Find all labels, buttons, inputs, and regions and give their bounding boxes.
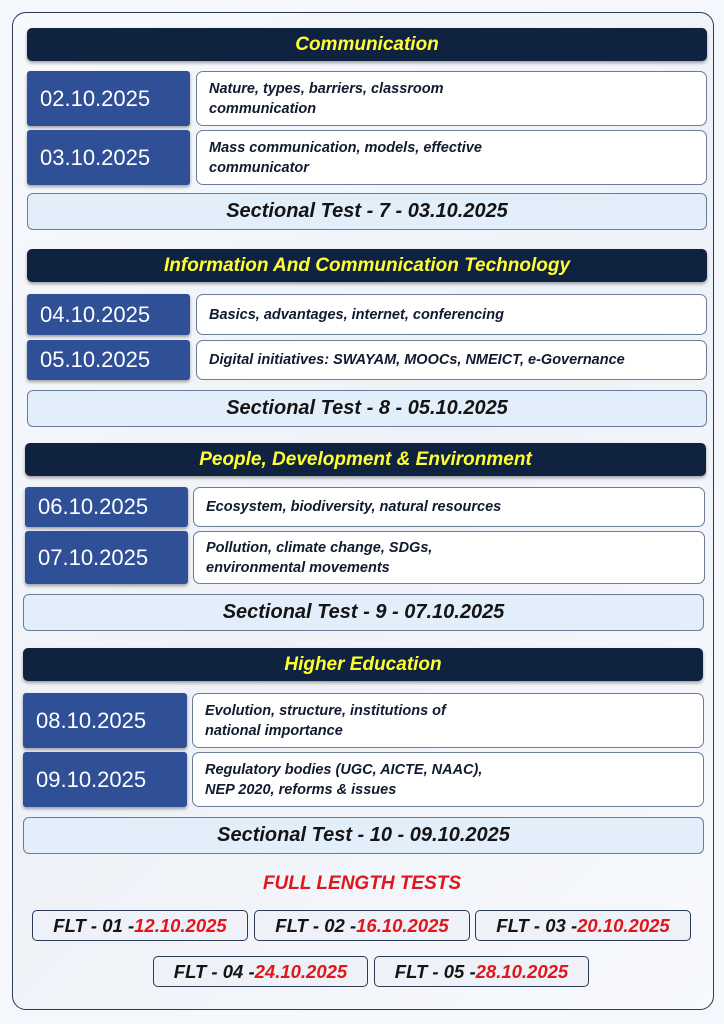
topic-box — [193, 487, 705, 527]
section-header-ict: Information And Communication Technology — [27, 249, 707, 282]
flt-date: 16.10.2025 — [356, 914, 449, 936]
topic-text: Pollution, climate change, SDGs, environmental movements — [206, 539, 433, 576]
flt-label: FLT - 03 - — [496, 914, 578, 936]
flt-badge — [153, 956, 368, 987]
sectional-test: Sectional Test - 8 - 05.10.2025 — [27, 390, 707, 427]
date-box: 07.10.2025 — [25, 531, 188, 584]
section-header-higher-education: Higher Education — [23, 648, 703, 681]
flt-date: 28.10.2025 — [475, 960, 569, 982]
date-box: 04.10.2025 — [27, 294, 190, 335]
topic-text: Basics, advantages, internet, conferencing — [209, 306, 504, 323]
date-box: 06.10.2025 — [25, 487, 188, 527]
flt-badge — [32, 910, 248, 941]
flt-date: 24.10.2025 — [254, 960, 348, 982]
flt-date: 12.10.2025 — [134, 914, 227, 936]
flt-label: FLT - 01 - — [53, 914, 135, 936]
sectional-test: Sectional Test - 7 - 03.10.2025 — [27, 193, 707, 230]
topic-text: Evolution, structure, institutions of national importance — [205, 702, 446, 739]
topic-box — [192, 752, 704, 807]
topic-box — [196, 340, 707, 380]
topic-box — [196, 71, 707, 126]
date-box: 09.10.2025 — [23, 752, 187, 807]
topic-box — [196, 294, 707, 335]
topic-text: Ecosystem, biodiversity, natural resources — [206, 499, 502, 515]
flt-badge — [374, 956, 589, 987]
topic-box — [192, 693, 704, 748]
flt-label: FLT - 04 - — [173, 960, 255, 982]
topic-box — [193, 531, 705, 584]
flt-label: FLT - 02 - — [275, 914, 357, 936]
topic-text: Nature, types, barriers, classroom communication — [209, 80, 444, 117]
date-box: 05.10.2025 — [27, 340, 190, 380]
topic-text: Digital initiatives: SWAYAM, MOOCs, NMEICT, e-Governance — [209, 352, 625, 368]
topic-text: Regulatory bodies (UGC, AICTE, NAAC), NEP 2020, reforms & issues — [205, 761, 483, 798]
section-header-environment: People, Development & Environment — [25, 443, 706, 476]
sectional-test: Sectional Test - 9 - 07.10.2025 — [23, 594, 704, 631]
section-header-communication: Communication — [27, 28, 707, 61]
topic-box — [196, 130, 707, 185]
flt-date: 20.10.2025 — [577, 914, 670, 936]
full-length-tests-title: FULL LENGTH TESTS — [262, 873, 462, 894]
flt-badge — [254, 910, 470, 941]
sectional-test: Sectional Test - 10 - 09.10.2025 — [23, 817, 704, 854]
date-box: 08.10.2025 — [23, 693, 187, 748]
flt-label: FLT - 05 - — [394, 960, 476, 982]
date-box: 03.10.2025 — [27, 130, 190, 185]
flt-badge — [475, 910, 691, 941]
topic-text: Mass communication, models, effective communicator — [209, 139, 482, 176]
date-box: 02.10.2025 — [27, 71, 190, 126]
